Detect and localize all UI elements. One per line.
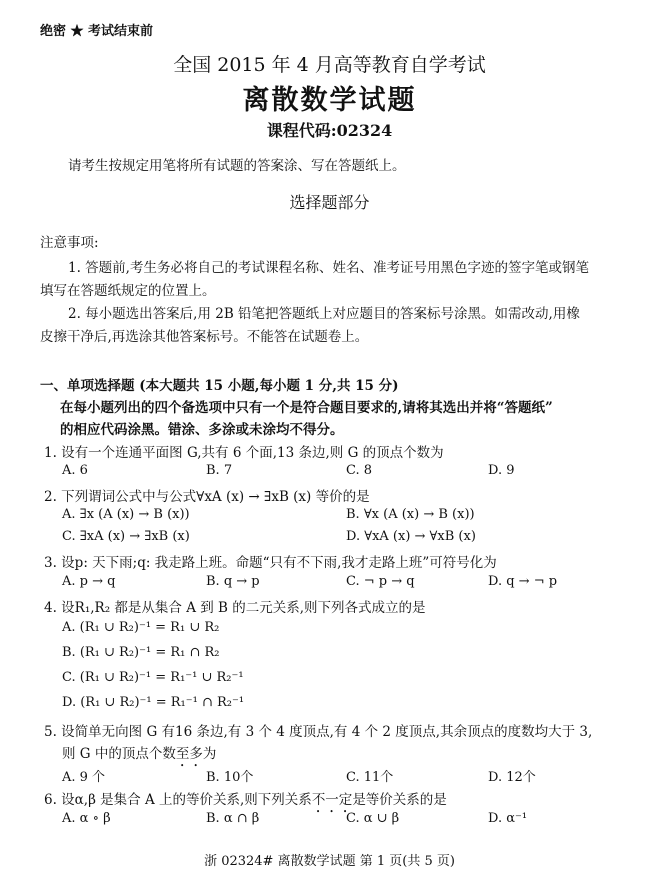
question-6-option-c: C. α ∪ β bbox=[346, 811, 400, 826]
answer-instruction: 请考生按规定用笔将所有试题的答案涂、写在答题纸上。 bbox=[68, 158, 406, 174]
question-5-stem-line-1: 5. 设简单无向图 G 有16 条边,有 3 个 4 度顶点,有 4 个 2 度顶点,其余顶点的度数均大于 3, bbox=[44, 724, 593, 740]
question-1-stem: 1. 设有一个连通平面图 G,共有 6 个面,13 条边,则 G 的顶点个数为 bbox=[44, 445, 444, 461]
question-5-stem-text-b: 为 bbox=[202, 746, 217, 762]
note-2-line-2: 皮擦干净后,再选涂其他答案标号。不能答在试题卷上。 bbox=[40, 329, 369, 345]
question-2-option-b: B. ∀x (A (x) → B (x)) bbox=[346, 507, 475, 522]
question-4-option-a: A. (R₁ ∪ R₂)⁻¹ = R₁ ∪ R₂ bbox=[62, 620, 220, 635]
question-1-option-d: D. 9 bbox=[488, 463, 515, 478]
question-5-stem-text-a: 则 G 中的顶点个数 bbox=[62, 746, 176, 762]
question-2-option-c: C. ∃xA (x) → ∃xB (x) bbox=[62, 529, 190, 544]
question-5-option-c: C. 11个 bbox=[346, 770, 394, 785]
question-1-option-a: A. 6 bbox=[62, 463, 88, 478]
subject-title: 离散数学试题 bbox=[242, 85, 417, 116]
note-1-line-1: 1. 答题前,考生务必将自己的考试课程名称、姓名、准考证号用黑色字迹的签字笔或钢笔 bbox=[68, 260, 589, 276]
note-2-line-1: 2. 每小题选出答案后,用 2B 铅笔把答题纸上对应题目的答案标号涂黑。如需改动,用橡 bbox=[68, 306, 580, 322]
section-desc-line-2: 的相应代码涂黑。错涂、多涂或未涂均不得分。 bbox=[60, 422, 344, 438]
confidential-label: 绝密 ★ 考试结束前 bbox=[40, 24, 154, 39]
section-heading: 一、单项选择题 (本大题共 15 小题,每小题 1 分,共 15 分) bbox=[40, 378, 399, 394]
question-2-stem: 2. 下列谓词公式中与公式∀xA (x) → ∃xB (x) 等价的是 bbox=[44, 489, 370, 505]
question-3-option-a: A. p → q bbox=[62, 574, 116, 589]
question-6-stem-text-a: 6. 设α,β 是集合 A 上的等价关系,则下列关系 bbox=[44, 792, 312, 808]
question-5-option-a: A. 9 个 bbox=[62, 770, 106, 785]
part-title: 选择题部分 bbox=[289, 193, 370, 212]
question-6-option-d: D. α⁻¹ bbox=[488, 811, 528, 826]
question-5-emphasis: 至多 bbox=[175, 746, 203, 762]
note-1-line-2: 填写在答题纸规定的位置上。 bbox=[40, 283, 216, 299]
question-6-option-a: A. α ∘ β bbox=[62, 811, 111, 826]
question-3-option-c: C. ¬ p → q bbox=[346, 574, 415, 589]
question-3-option-b: B. q → p bbox=[206, 574, 260, 589]
question-5-option-d: D. 12个 bbox=[488, 770, 536, 785]
question-4-stem: 4. 设R₁,R₂ 都是从集合 A 到 B 的二元关系,则下列各式成立的是 bbox=[44, 600, 426, 616]
section-desc-line-1: 在每小题列出的四个备选项中只有一个是符合题目要求的,请将其选出并将“答题纸” bbox=[60, 400, 553, 416]
exam-title: 全国 2015 年 4 月高等教育自学考试 bbox=[173, 54, 486, 76]
page-footer: 浙 02324# 离散数学试题 第 1 页(共 5 页) bbox=[204, 854, 455, 869]
question-2-option-a: A. ∃x (A (x) → B (x)) bbox=[62, 507, 190, 522]
question-2-option-d: D. ∀xA (x) → ∀xB (x) bbox=[346, 529, 476, 544]
question-4-option-c: C. (R₁ ∪ R₂)⁻¹ = R₁⁻¹ ∪ R₂⁻¹ bbox=[62, 670, 244, 685]
question-1-option-b: B. 7 bbox=[206, 463, 233, 478]
question-6-emphasis: 不一定 bbox=[311, 792, 353, 808]
question-5-option-b: B. 10个 bbox=[206, 770, 254, 785]
question-1-option-c: C. 8 bbox=[346, 463, 373, 478]
question-3-stem: 3. 设p: 天下雨;q: 我走路上班。命题“只有不下雨,我才走路上班”可符号化为 bbox=[44, 555, 497, 571]
course-code: 课程代码:02324 bbox=[266, 121, 393, 140]
question-6-stem-text-b: 是等价关系的是 bbox=[352, 792, 447, 808]
question-4-option-b: B. (R₁ ∪ R₂)⁻¹ = R₁ ∩ R₂ bbox=[62, 645, 220, 660]
notes-heading: 注意事项: bbox=[40, 235, 99, 251]
question-6-option-b: B. α ∩ β bbox=[206, 811, 260, 826]
question-3-option-d: D. q → ¬ p bbox=[488, 574, 558, 589]
question-4-option-d: D. (R₁ ∪ R₂)⁻¹ = R₁⁻¹ ∩ R₂⁻¹ bbox=[62, 695, 245, 710]
